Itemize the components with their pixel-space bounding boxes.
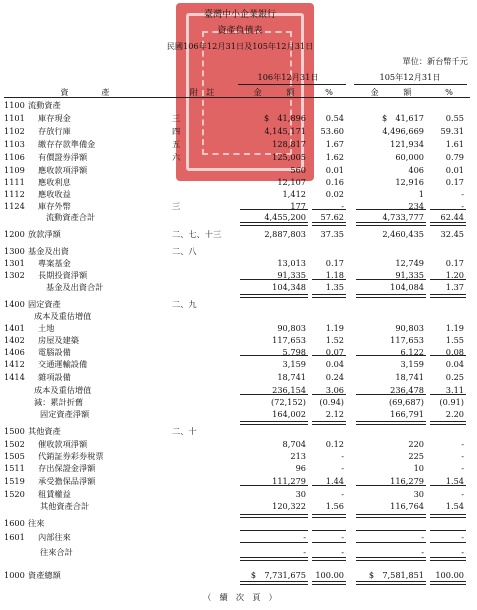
row-code: 1600: [4, 518, 25, 528]
row-pct-106: 1.35: [325, 282, 344, 292]
row-amount-105: 236,478: [390, 385, 424, 395]
row-pct-106: 1.44: [325, 476, 344, 486]
subtotal-rule: [356, 394, 426, 395]
row-amount-106: 213: [290, 451, 306, 461]
row-amount-106: 18,741: [277, 372, 306, 382]
col-header-pct-105: %: [445, 87, 453, 97]
row-name: 長期投資淨額: [38, 270, 88, 280]
row-name: 有價證券淨額: [38, 152, 88, 162]
total-double-rule: [240, 222, 308, 226]
row-name: 存放行庫: [38, 126, 71, 136]
row-pct-106: -: [341, 547, 344, 557]
row-pct-105: -: [461, 463, 464, 473]
row-code: 1511: [4, 463, 25, 473]
total-double-rule: [312, 222, 346, 226]
row-amount-106: 120,322: [272, 501, 306, 511]
row-code: 1401: [4, 323, 25, 333]
row-code: 1000: [4, 570, 25, 580]
row-name: 固定資產: [28, 299, 61, 309]
row-amount-106: (72,152): [270, 397, 306, 407]
subtotal-rule: [312, 530, 346, 531]
total-double-rule: [430, 514, 466, 518]
row-code: 1200: [4, 229, 25, 239]
row-name: 土地: [38, 323, 55, 333]
row-name: 存出保證金淨額: [38, 463, 96, 473]
row-amount-105: $ 7,581,851: [368, 570, 424, 580]
col-header-amount-106: 金 額: [253, 87, 295, 97]
row-code: 1102: [4, 126, 25, 136]
row-amount-106: 5,798: [282, 347, 306, 357]
row-name: 電腦設備: [38, 347, 71, 357]
total-double-rule: [312, 421, 346, 425]
row-name: 往來合計: [40, 547, 73, 557]
row-pct-105: -: [461, 532, 464, 542]
row-pct-105: 0.25: [445, 372, 464, 382]
row-pct-105: -: [461, 489, 464, 499]
row-code: 1402: [4, 335, 25, 345]
row-code: 1302: [4, 270, 25, 280]
row-name: 放款淨額: [28, 229, 61, 239]
row-pct-105: 0.04: [445, 359, 464, 369]
row-name: 代銷証券彩券稅票: [38, 451, 104, 461]
row-pct-105: 1.55: [445, 335, 464, 345]
subtotal-rule: [356, 355, 426, 356]
row-pct-105: 0.08: [445, 347, 464, 357]
row-code: 1400: [4, 299, 25, 309]
row-name: 專案基金: [38, 258, 71, 268]
row-name: 減：累計折舊: [34, 397, 84, 407]
row-note: 六: [172, 152, 181, 162]
col-header-amount-105: 金 額: [370, 87, 412, 97]
col-header-assets: 資 產: [60, 87, 110, 97]
col-header-note: 附 註: [189, 87, 215, 97]
row-pct-106: 0.24: [325, 372, 344, 382]
row-amount-105: 234: [408, 201, 424, 211]
row-amount-105: 4,733,777: [382, 212, 424, 222]
row-code: 1100: [4, 100, 25, 110]
row-amount-106: 125,005: [272, 152, 306, 162]
row-amount-106: 117,653: [272, 335, 306, 345]
total-double-rule: [356, 514, 426, 518]
row-amount-105: 104,084: [390, 282, 424, 292]
row-amount-105: 3,159: [400, 359, 424, 369]
row-pct-106: 1.52: [325, 335, 344, 345]
row-pct-106: 0.17: [325, 258, 344, 268]
row-pct-106: 0.01: [325, 165, 344, 175]
row-amount-105: 225: [408, 451, 424, 461]
row-pct-105: 1.61: [445, 139, 464, 149]
statement-title: 資產負債表: [217, 26, 263, 36]
total-double-rule: [356, 294, 426, 298]
row-pct-105: 0.17: [445, 177, 464, 187]
row-amount-106: 90,803: [277, 323, 306, 333]
row-amount-106: 8,704: [282, 439, 306, 449]
row-note: 三: [172, 201, 181, 211]
row-code: 1406: [4, 347, 25, 357]
total-double-rule: [240, 514, 308, 518]
subtotal-rule: [240, 355, 308, 356]
row-code: 1111: [4, 177, 25, 187]
statement-period: 民國106年12月31日及105年12月31日: [166, 41, 314, 51]
row-code: 1601: [4, 532, 25, 542]
row-note: 三: [172, 113, 181, 123]
row-amount-105: 220: [408, 439, 424, 449]
row-code: 1124: [4, 201, 25, 211]
row-amount-106: 1,412: [282, 189, 306, 199]
row-pct-105: 0.01: [445, 165, 464, 175]
row-name: 承受擔保品淨額: [38, 476, 96, 486]
col-header-pct-106: %: [325, 87, 333, 97]
row-name: 繳存存款準備金: [38, 139, 96, 149]
row-pct-106: 1.62: [325, 152, 344, 162]
row-amount-105: $ 41,617: [381, 113, 424, 123]
row-amount-105: 90,803: [395, 323, 424, 333]
subtotal-rule: [240, 530, 308, 531]
total-double-rule: [240, 421, 308, 425]
row-pct-105: -: [461, 201, 464, 211]
row-amount-105: -: [421, 547, 424, 557]
row-pct-105: 32.45: [440, 229, 464, 239]
row-note: 二、十: [172, 426, 197, 436]
row-code: 1500: [4, 426, 25, 436]
row-note: 四: [172, 126, 181, 136]
row-amount-105: 116,764: [390, 501, 424, 511]
row-pct-105: (0.91): [439, 397, 464, 407]
subtotal-rule: [312, 485, 346, 486]
row-pct-106: 37.35: [320, 229, 344, 239]
total-double-rule: [430, 581, 466, 585]
row-pct-106: -: [341, 463, 344, 473]
row-pct-106: 2.12: [325, 409, 344, 419]
row-pct-106: 53.60: [320, 126, 344, 136]
row-note: 五: [172, 139, 181, 149]
row-pct-105: 0.17: [445, 258, 464, 268]
subtotal-rule: [312, 209, 346, 210]
row-pct-106: 57.62: [320, 212, 344, 222]
total-double-rule: [312, 557, 346, 561]
unit-label: 單位：新台幣千元: [402, 56, 468, 66]
row-note: 二、八: [172, 246, 197, 256]
subtotal-rule: [240, 542, 308, 543]
row-pct-105: 62.44: [440, 212, 464, 222]
row-code: 1300: [4, 246, 25, 256]
row-code: 1112: [4, 189, 25, 199]
row-amount-106: $ 41,896: [263, 113, 306, 123]
row-pct-106: -: [341, 489, 344, 499]
row-code: 1505: [4, 451, 25, 461]
row-name: 流動資產合計: [46, 212, 96, 222]
total-double-rule: [240, 581, 308, 585]
row-pct-105: -: [461, 451, 464, 461]
row-amount-105: 12,749: [395, 258, 424, 268]
row-pct-106: 0.04: [325, 359, 344, 369]
row-amount-105: 10: [413, 463, 424, 473]
row-amount-105: 4,496,669: [382, 126, 424, 136]
subtotal-rule: [430, 209, 466, 210]
row-name: 催收款項淨額: [38, 439, 88, 449]
row-code: 1519: [4, 476, 25, 486]
row-amount-105: 1: [418, 189, 424, 199]
row-name: 租賃權益: [38, 489, 71, 499]
row-pct-105: 1.54: [445, 476, 464, 486]
row-pct-106: 0.07: [325, 347, 344, 357]
row-pct-106: -: [341, 451, 344, 461]
row-pct-105: 0.79: [445, 152, 464, 162]
row-amount-105: 30: [413, 489, 424, 499]
total-double-rule: [356, 581, 426, 585]
row-name: 雜項設備: [38, 372, 71, 382]
row-pct-106: 1.56: [325, 501, 344, 511]
row-pct-106: 1.19: [325, 323, 344, 333]
row-amount-106: 13,013: [277, 258, 306, 268]
row-note: 二、九: [172, 299, 197, 309]
subtotal-rule: [312, 355, 346, 356]
row-code: 1520: [4, 489, 25, 499]
subtotal-rule: [356, 209, 426, 210]
subtotal-rule: [240, 394, 308, 395]
row-name: 應收款項淨額: [38, 165, 88, 175]
row-name: 庫存現金: [38, 113, 71, 123]
row-pct-105: 1.19: [445, 323, 464, 333]
row-amount-106: -: [303, 532, 306, 542]
row-name: 內部往來: [38, 532, 71, 542]
row-code: 1109: [4, 165, 25, 175]
row-amount-106: 30: [295, 489, 306, 499]
row-pct-105: -: [461, 547, 464, 557]
row-amount-105: -: [421, 532, 424, 542]
row-note: 二、七、十三: [172, 229, 222, 239]
subtotal-rule: [240, 279, 308, 280]
row-amount-105: 117,653: [390, 335, 424, 345]
row-amount-106: 164,002: [272, 409, 306, 419]
subtotal-rule: [312, 279, 346, 280]
subtotal-rule: [240, 485, 308, 486]
row-pct-106: 0.02: [325, 189, 344, 199]
row-amount-105: 12,916: [395, 177, 424, 187]
row-pct-106: 1.67: [325, 139, 344, 149]
row-amount-106: 236,154: [272, 385, 306, 395]
total-double-rule: [430, 421, 466, 425]
subtotal-rule: [430, 485, 466, 486]
row-amount-106: 177: [290, 201, 306, 211]
subtotal-rule: [240, 209, 308, 210]
row-code: 1101: [4, 113, 25, 123]
row-pct-106: 0.54: [325, 113, 344, 123]
row-code: 1414: [4, 372, 25, 382]
row-name: 往來: [28, 518, 45, 528]
row-pct-106: 3.06: [325, 385, 344, 395]
subtotal-rule: [430, 394, 466, 395]
total-double-rule: [312, 514, 346, 518]
total-double-rule: [430, 222, 466, 226]
subtotal-rule: [356, 542, 426, 543]
row-pct-106: 1.18: [325, 270, 344, 280]
total-double-rule: [356, 421, 426, 425]
row-pct-106: 100.00: [315, 570, 344, 580]
total-double-rule: [356, 557, 426, 561]
row-code: 1106: [4, 152, 25, 162]
continued-footer: （ 續 次 頁 ）: [203, 592, 277, 602]
row-pct-106: 0.12: [325, 439, 344, 449]
row-name: 其他資產: [28, 426, 61, 436]
subtotal-rule: [430, 530, 466, 531]
row-amount-106: 3,159: [282, 359, 306, 369]
row-amount-105: 166,791: [390, 409, 424, 419]
subtotal-rule: [356, 530, 426, 531]
row-name: 流動資產: [28, 100, 61, 110]
row-amount-105: 91,335: [395, 270, 424, 280]
row-amount-105: 116,279: [390, 476, 424, 486]
row-amount-105: 60,000: [395, 152, 424, 162]
row-pct-105: 100.00: [435, 570, 464, 580]
row-amount-105: 18,741: [395, 372, 424, 382]
row-amount-105: 2,460,435: [382, 229, 424, 239]
col-header-106: 106年12月31日: [257, 72, 319, 82]
row-amount-106: 104,348: [272, 282, 306, 292]
row-name: 交通運輸設備: [38, 359, 88, 369]
row-name: 固定資產淨額: [40, 409, 90, 419]
row-pct-106: 0.16: [325, 177, 344, 187]
row-amount-105: (69,687): [388, 397, 424, 407]
row-pct-106: (0.94): [319, 397, 344, 407]
row-name: 基金及出資: [28, 246, 69, 256]
total-double-rule: [240, 294, 308, 298]
row-amount-105: 121,934: [390, 139, 424, 149]
total-double-rule: [430, 294, 466, 298]
row-amount-106: 111,279: [272, 476, 306, 486]
subtotal-rule: [356, 485, 426, 486]
row-pct-105: 2.20: [445, 409, 464, 419]
total-double-rule: [430, 557, 466, 561]
row-name: 庫存外幣: [38, 201, 71, 211]
row-pct-106: -: [341, 201, 344, 211]
row-amount-106: $ 7,731,675: [250, 570, 306, 580]
row-amount-106: 4,145,171: [264, 126, 306, 136]
subtotal-rule: [312, 542, 346, 543]
row-name: 應收利息: [38, 177, 71, 187]
row-pct-105: 1.54: [445, 501, 464, 511]
subtotal-rule: [430, 542, 466, 543]
row-pct-105: 1.20: [445, 270, 464, 280]
row-pct-105: 0.55: [445, 113, 464, 123]
row-pct-105: 1.37: [445, 282, 464, 292]
row-pct-105: -: [461, 189, 464, 199]
row-amount-106: 96: [295, 463, 306, 473]
row-amount-106: 128,817: [272, 139, 306, 149]
row-name: 資產總額: [28, 570, 61, 580]
row-pct-105: -: [461, 439, 464, 449]
subtotal-rule: [312, 394, 346, 395]
row-code: 1103: [4, 139, 25, 149]
row-amount-105: 406: [408, 165, 424, 175]
subtotal-rule: [356, 279, 426, 280]
row-name: 基金及出資合計: [46, 282, 104, 292]
row-amount-106: 91,335: [277, 270, 306, 280]
row-code: 1301: [4, 258, 25, 268]
row-pct-106: -: [341, 532, 344, 542]
row-amount-106: 4,455,200: [264, 212, 306, 222]
row-pct-105: 3.11: [445, 385, 464, 395]
row-amount-106: 560: [290, 165, 306, 175]
total-double-rule: [312, 294, 346, 298]
subtotal-rule: [430, 279, 466, 280]
company-name: 臺灣中小企業銀行: [203, 10, 276, 20]
total-double-rule: [356, 222, 426, 226]
row-amount-105: 6,122: [400, 347, 424, 357]
row-pct-105: 59.31: [440, 126, 464, 136]
row-code: 1502: [4, 439, 25, 449]
total-double-rule: [240, 557, 308, 561]
row-amount-106: 12,107: [277, 177, 306, 187]
col-header-105: 105年12月31日: [379, 72, 441, 82]
row-code: 1412: [4, 359, 25, 369]
row-amount-106: 2,887,803: [264, 229, 306, 239]
row-name: 應收收益: [38, 189, 71, 199]
row-name: 其他資產合計: [40, 501, 90, 511]
row-amount-106: -: [303, 547, 306, 557]
row-name: 房屋及建築: [38, 335, 79, 345]
row-name: 成本及重估增值: [34, 311, 92, 321]
row-name: 成本及重估增值: [34, 385, 92, 395]
total-double-rule: [312, 581, 346, 585]
subtotal-rule: [430, 355, 466, 356]
